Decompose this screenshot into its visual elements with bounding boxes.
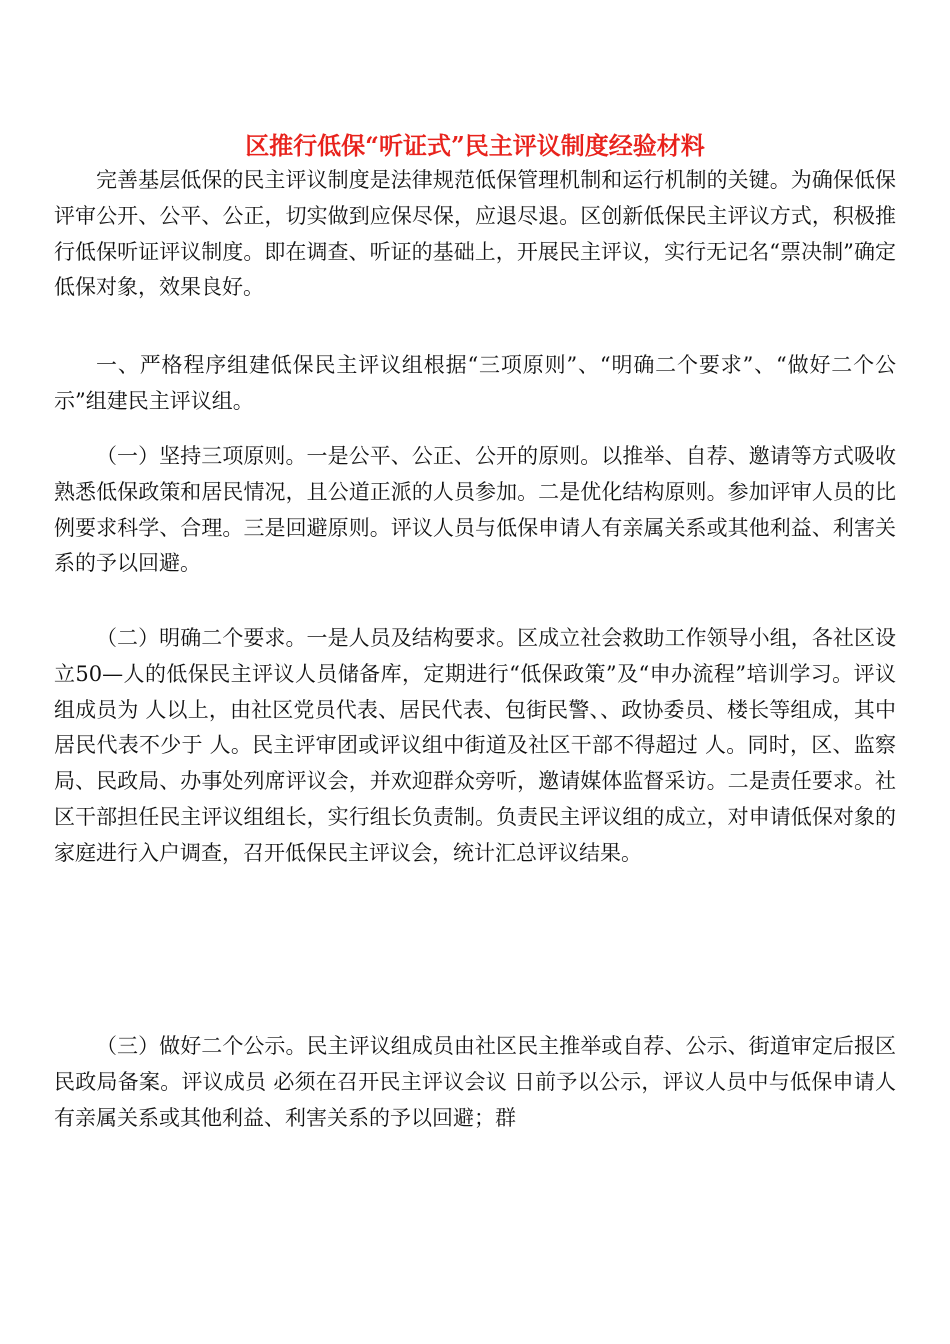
paragraph-two-requirements: （二）明确二个要求。一是人员及结构要求。区成立社会救助工作领导小组，各社区设立50—人的低保民主评议人员储备库，定期进行“低保政策”及“申办流程”培训学习。评议组成员为 人以上，由社区党员代表、居民代表、包街民警、、政协委员、楼长等组成，其中居民代表不少于 人。民主评审团或评议组中街道及社区干部不得超过 人。同时，区、监察局、民政局、办事处列席评议会，并欢迎群众旁听，邀请媒体监督采访。二是责任要求。社区干部担任民主评议组组长，实行组长负责制。负责民主评议组的成立，对申请低保对象的家庭进行入户调查，召开低保民主评议会，统计汇总评议结果。 (54, 626, 896, 865)
paragraph-section-one: 一、严格程序组建低保民主评议组根据“三项原则”、“明确二个要求”、“做好二个公示”组建民主评议组。 (54, 353, 896, 413)
paragraph-three-principles: （一）坚持三项原则。一是公平、公正、公开的原则。以推举、自荐、邀请等方式吸收熟悉低保政策和居民情况，且公道正派的人员参加。二是优化结构原则。参加评审人员的比例要求科学、合理。三是回避原则。评议人员与低保申请人有亲属关系或其他利益、利害关系的予以回避。 (54, 444, 896, 576)
paragraph-two-announcements: （三）做好二个公示。民主评议组成员由社区民主推举或自荐、公示、街道审定后报区民政局备案。评议成员 必须在召开民主评议会议 日前予以公示，评议人员中与低保申请人有亲属关系或其他利益、利害关系的予以回避；群 (54, 1034, 896, 1130)
paragraph-intro: 完善基层低保的民主评议制度是法律规范低保管理机制和运行机制的关键。为确保低保评审公开、公平、公正，切实做到应保尽保，应退尽退。区创新低保民主评议方式，积极推行低保听证评议制度。即在调查、听证的基础上，开展民主评议，实行无记名“票决制”确定低保对象，效果良好。 (54, 168, 896, 300)
document-title: 区推行低保“听证式”民主评议制度经验材料 (245, 131, 705, 161)
